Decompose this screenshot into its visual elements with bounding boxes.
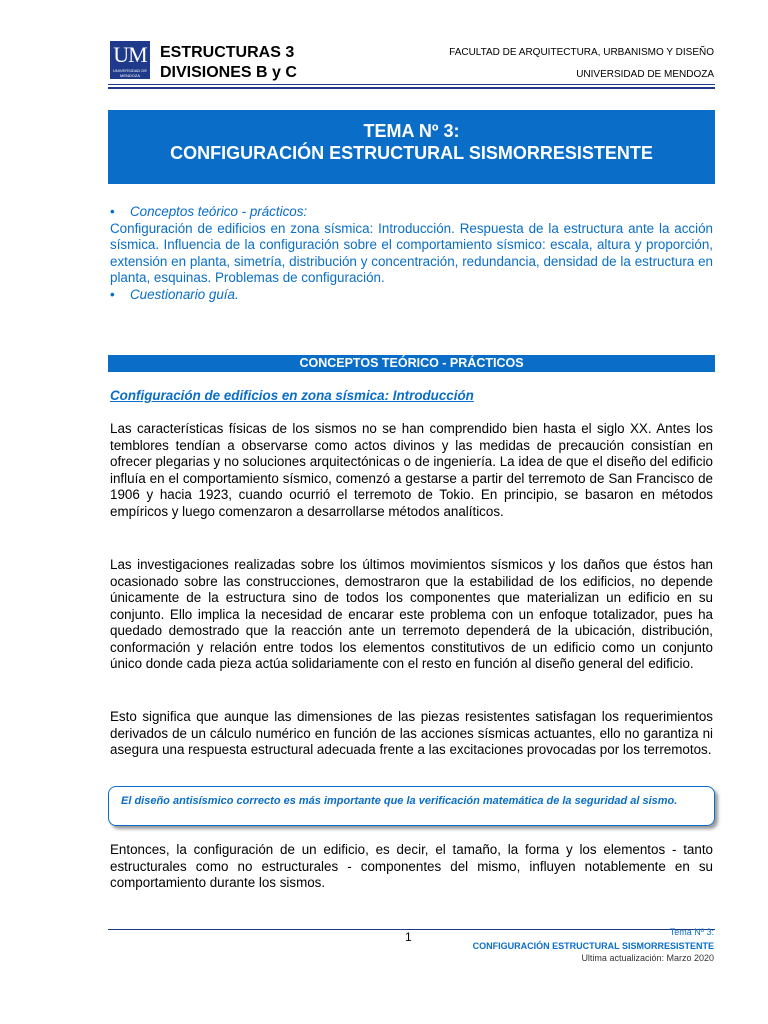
- paragraph-4: Entonces, la configuración de un edificio, es decir, el tamaño, la forma y los elementos - tanto estructurales como no estructurales - componentes del mismo, influyen notablemente en su comportamiento durante los sismos.: [110, 842, 713, 890]
- faculty-name: FACULTAD DE ARQUITECTURA, URBANISMO Y DISEÑO: [449, 47, 714, 58]
- course-title: [160, 43, 297, 83]
- course-line-2: DIVISIONES B y C: [160, 64, 297, 81]
- topic-number: TEMA Nº 3:: [363, 121, 460, 141]
- contents-bullet-1: • Conceptos teórico - prácticos:: [110, 204, 713, 221]
- topic-contents: [110, 204, 713, 303]
- page-number: 1: [405, 930, 412, 944]
- highlight-note-text: El diseño antisísmico correcto es más importante que la verificación matemática de la seguridad al sismo.: [121, 795, 678, 807]
- paragraph-2: Las investigaciones realizadas sobre los últimos movimientos sísmicos y los daños que éstos han ocasionado sobre las construcciones, demostraron que la estabilidad de los edificios, no depende únicamente de la estructura sino de todos los componentes que materializan un edificio en su conjunto. Ello implica la necesidad de encarar este problema con un enfoque totalizador, pues ha quedado demostrado que la reacción ante un terremoto dependerá de la ubicación, distribución, conformación y relación entre todos los elementos constitutivos de un edificio como un conjunto único donde cada pieza actúa solidariamente con el resto en función al diseño general del edificio.: [110, 557, 713, 671]
- university-logo: [110, 41, 150, 79]
- paragraph-3: Esto significa que aunque las dimensiones de las piezas resistentes satisfagan los requerimientos derivados de un cálculo numérico en función de las acciones sísmicas actuantes, ello no garantiza ni asegura una respuesta estructural adecuada frente a las excitaciones provocadas por los terremotos.: [110, 709, 713, 757]
- logo-monogram: UM: [113, 42, 147, 67]
- topic-title: CONFIGURACIÓN ESTRUCTURAL SISMORRESISTENTE: [170, 143, 653, 163]
- topic-banner: [108, 110, 715, 184]
- university-name: UNIVERSIDAD DE MENDOZA: [576, 69, 714, 80]
- contents-bullet-2: • Cuestionario guía.: [110, 287, 713, 304]
- footer-topic: Tema Nº 3:: [669, 927, 714, 937]
- contents-description: Configuración de edificios en zona sísmica: Introducción. Respuesta de la estructura ante la acción sísmica. Influencia de la configuración sobre el comportamiento sísmico: escala, altura y proporción, extensión en planta, simetría, distribución y concentración, redundancia, densidad de la estructura en planta, esquinas. Problemas de configuración.: [110, 220, 713, 285]
- course-line-1: ESTRUCTURAS 3: [160, 44, 295, 61]
- footer-title: CONFIGURACIÓN ESTRUCTURAL SISMORRESISTENTE: [472, 941, 714, 951]
- section-subheading: Configuración de edificios en zona sísmica: Introducción: [110, 388, 474, 403]
- section-title-bar: CONCEPTOS TEÓRICO - PRÁCTICOS: [108, 355, 715, 372]
- highlight-note-box: [108, 786, 715, 826]
- logo-subtext: UNIVERSIDAD DE MENDOZA: [112, 68, 147, 78]
- footer-updated: Ultima actualización: Marzo 2020: [581, 953, 714, 963]
- header-divider: [108, 84, 715, 85]
- header-divider-thick: [108, 87, 715, 89]
- paragraph-1: Las características físicas de los sismos no se han comprendido bien hasta el siglo XX. Antes los temblores tendían a observarse como actos divinos y las medidas de precaución consistían en ofrecer plegarias y no soluciones arquitectónicas o de ingeniería. La idea de que el diseño del edificio influía en el comportamiento sísmico, comenzó a gestarse a partir del terremoto de San Francisco de 1906 y hacia 1923, cuando ocurrió el terremoto de Tokio. En principio, se basaron en métodos empíricos y luego comenzaron a desarrollarse métodos analíticos.: [110, 421, 713, 519]
